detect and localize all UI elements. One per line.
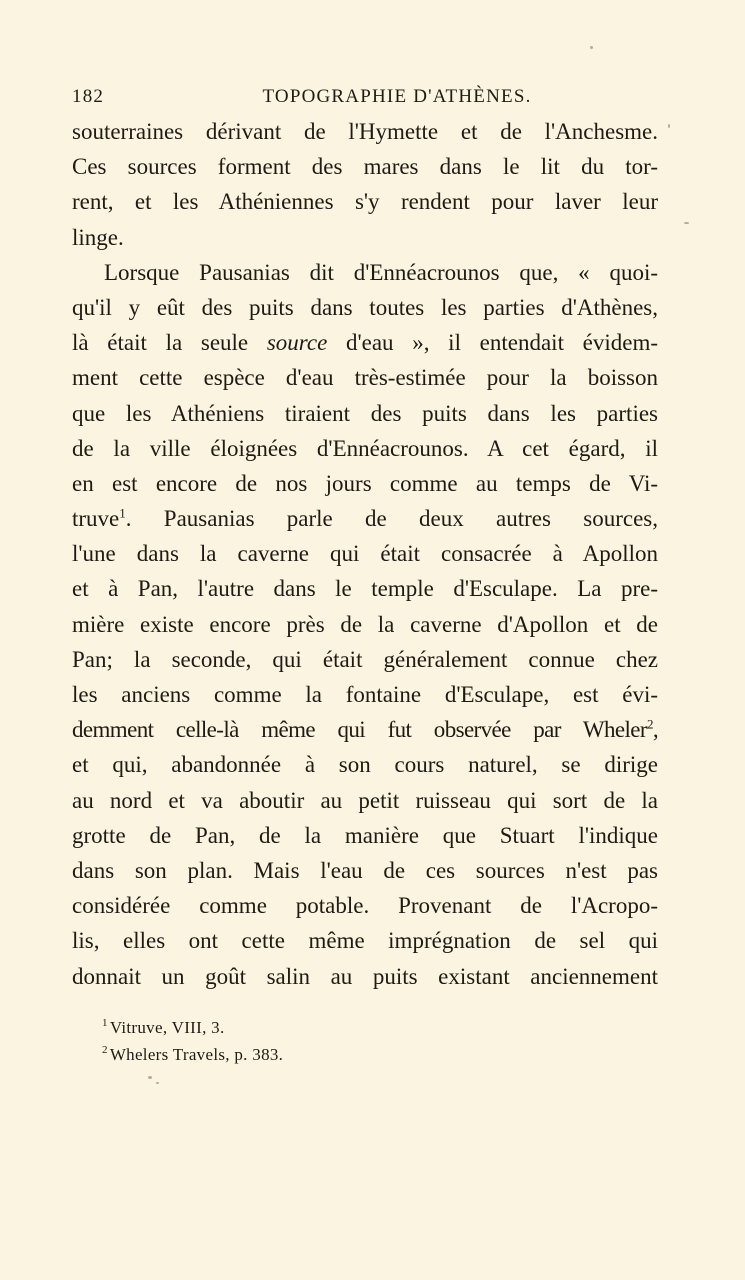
paper-speck (148, 1076, 152, 1079)
text-span: d'eau », il entendait évidem- (327, 330, 659, 356)
paper-speck (590, 46, 593, 49)
text-line: ment cette espèce d'eau très-estimée pour la boisson (72, 365, 658, 391)
text-line: au nord et va aboutir au petit ruisseau qui sort de la (72, 787, 658, 813)
text-line: Pan; la seconde, qui était généralement connue chez (72, 646, 658, 672)
text-line: considérée comme potable. Provenant de l'Acropo- (72, 893, 658, 919)
text-line: mière existe encore près de la caverne d'Apollon et de (72, 611, 658, 637)
text-line: donnait un goût salin au puits existant anciennement (72, 963, 658, 989)
italic-word: source (266, 330, 328, 356)
footnotes (102, 1014, 283, 1068)
running-title: TOPOGRAPHIE D'ATHÈNES. (262, 86, 532, 107)
text-span: demment celle-là même qui fut observée par Wheler (72, 717, 647, 743)
paper-speck (684, 222, 689, 224)
text-line: de la ville éloignées d'Ennéacrounos. A cet égard, il (72, 435, 658, 461)
footnote-text: Vitruve, VIII, 3. (109, 1018, 225, 1037)
footnote-reference: 1 (119, 505, 126, 521)
page-number: 182 (72, 86, 105, 107)
text-line: Lorsque Pausanias dit d'Ennéacrounos que, « quoi- (104, 259, 658, 285)
footnote-marker: 2 (102, 1044, 108, 1057)
text-line: qu'il y eût des puits dans toutes les parties d'Athènes, (72, 294, 658, 320)
paper-speck (668, 124, 670, 128)
text-line: l'une dans la caverne qui était consacrée à Apollon (72, 541, 658, 567)
footnote-reference: 2 (646, 716, 653, 732)
text-span: . Pausanias parle de deux autres sources, (125, 506, 658, 532)
text-span: truve (72, 506, 120, 532)
text-line: et à Pan, l'autre dans le temple d'Esculape. La pre- (72, 576, 658, 602)
text-line (72, 712, 658, 747)
text-span: là était la seule (72, 330, 267, 356)
text-line (72, 325, 658, 360)
body-text (72, 114, 658, 994)
footnote-text: Whelers Travels, p. 383. (109, 1045, 284, 1064)
text-line (72, 501, 658, 536)
paper-speck (156, 1082, 159, 1084)
footnote-marker: 1 (102, 1017, 108, 1030)
text-line: rent, et les Athéniennes s'y rendent pour laver leur (72, 189, 658, 215)
text-line: les anciens comme la fontaine d'Esculape, est évi- (72, 682, 658, 707)
text-line: et qui, abandonnée à son cours naturel, se dirige (72, 752, 658, 778)
text-line: dans son plan. Mais l'eau de ces sources n'est pas (72, 857, 658, 883)
text-line: que les Athéniens tiraient des puits dans les parties (72, 400, 658, 426)
running-head (72, 86, 662, 112)
text-line: Ces sources forment des mares dans le lit du tor- (72, 154, 658, 180)
text-line: linge. (72, 224, 124, 250)
text-line: grotte de Pan, de la manière que Stuart l'indique (72, 822, 658, 848)
footnote (102, 1014, 283, 1041)
text-line: en est encore de nos jours comme au temps de Vi- (72, 470, 658, 496)
text-line: lis, elles ont cette même imprégnation de sel qui (72, 928, 658, 954)
text-line: souterraines dérivant de l'Hymette et de l'Anchesme. (72, 119, 658, 144)
footnote (102, 1041, 283, 1068)
text-span: , (652, 717, 658, 743)
